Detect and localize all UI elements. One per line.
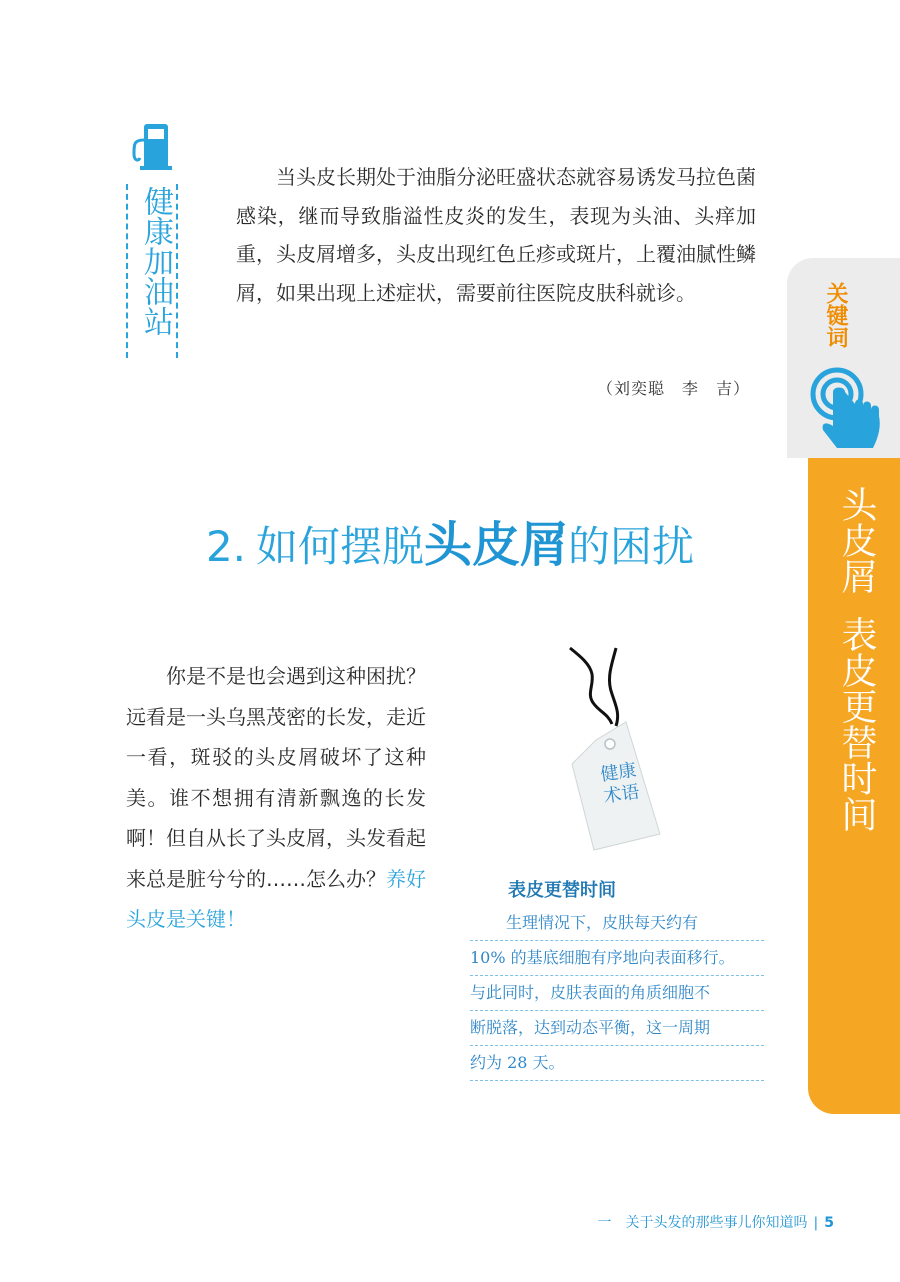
term-line: 10% 的基底细胞有序地向表面移行。 bbox=[470, 941, 764, 976]
term-definition bbox=[470, 906, 764, 1081]
term-line: 生理情况下，皮肤每天约有 bbox=[470, 906, 764, 941]
keyword-dandruff: 头皮屑 bbox=[836, 486, 877, 594]
health-station-label: 健康加油站 bbox=[138, 186, 173, 336]
intro-text: 你是不是也会遇到这种困扰？远看是一头乌黑茂密的长发，走近一看，斑驳的头皮屑破坏了这种美。谁不想拥有清新飘逸的长发啊！但自从长了头皮屑，头发看起来总是脏兮兮的……怎么办？ bbox=[126, 664, 426, 891]
term-line: 断脱落，达到动态平衡，这一周期 bbox=[470, 1011, 764, 1046]
term-line: 约为 28 天。 bbox=[470, 1046, 764, 1081]
author-credit: （刘奕聪 李 吉） bbox=[596, 379, 750, 398]
keyword-tab-header bbox=[787, 258, 900, 458]
fuel-pump-icon bbox=[126, 120, 174, 172]
term-title: 表皮更替时间 bbox=[508, 880, 616, 901]
keyword-tab-label: 关键词 bbox=[823, 282, 848, 348]
station-paragraph: 当头皮长期处于油脂分泌旺盛状态就容易诱发马拉色菌感染，继而导致脂溢性皮炎的发生，表现为头油、头痒加重，头皮屑增多，头皮出现红色丘疹或斑片，上覆油腻性鳞屑，如果出现上述症状，需要前往医院皮肤科就诊。 bbox=[236, 165, 756, 305]
health-station-box bbox=[118, 120, 186, 358]
intro-paragraph bbox=[126, 656, 426, 940]
tag-illustration bbox=[560, 644, 680, 858]
tag-label-line2: 术语 bbox=[602, 781, 641, 808]
term-line: 与此同时，皮肤表面的角质细胞不 bbox=[470, 976, 764, 1011]
heading-part-after: 的困扰 bbox=[568, 522, 695, 571]
tag-label-line1: 健康 bbox=[599, 759, 638, 786]
dashed-border-left bbox=[126, 184, 128, 358]
heading-emphasis: 头皮屑 bbox=[424, 517, 569, 573]
section-heading bbox=[0, 506, 900, 575]
intro-highlight: 养好头皮是关键！ bbox=[126, 866, 426, 931]
page-number: 5 bbox=[824, 1215, 834, 1231]
dashed-border-right bbox=[176, 184, 178, 358]
chapter-title: 一 关于头发的那些事儿你知道吗 bbox=[597, 1215, 808, 1231]
page-footer bbox=[598, 1212, 834, 1232]
heading-part-before: 如何摆脱 bbox=[256, 522, 425, 571]
touch-hand-icon bbox=[807, 364, 887, 456]
health-term-tag bbox=[560, 644, 680, 858]
keyword-epidermal-turnover: 表皮更替时间 bbox=[836, 616, 877, 832]
section-number: 2. bbox=[205, 522, 247, 571]
footer-separator: | bbox=[813, 1215, 819, 1231]
tag-label bbox=[585, 758, 655, 810]
